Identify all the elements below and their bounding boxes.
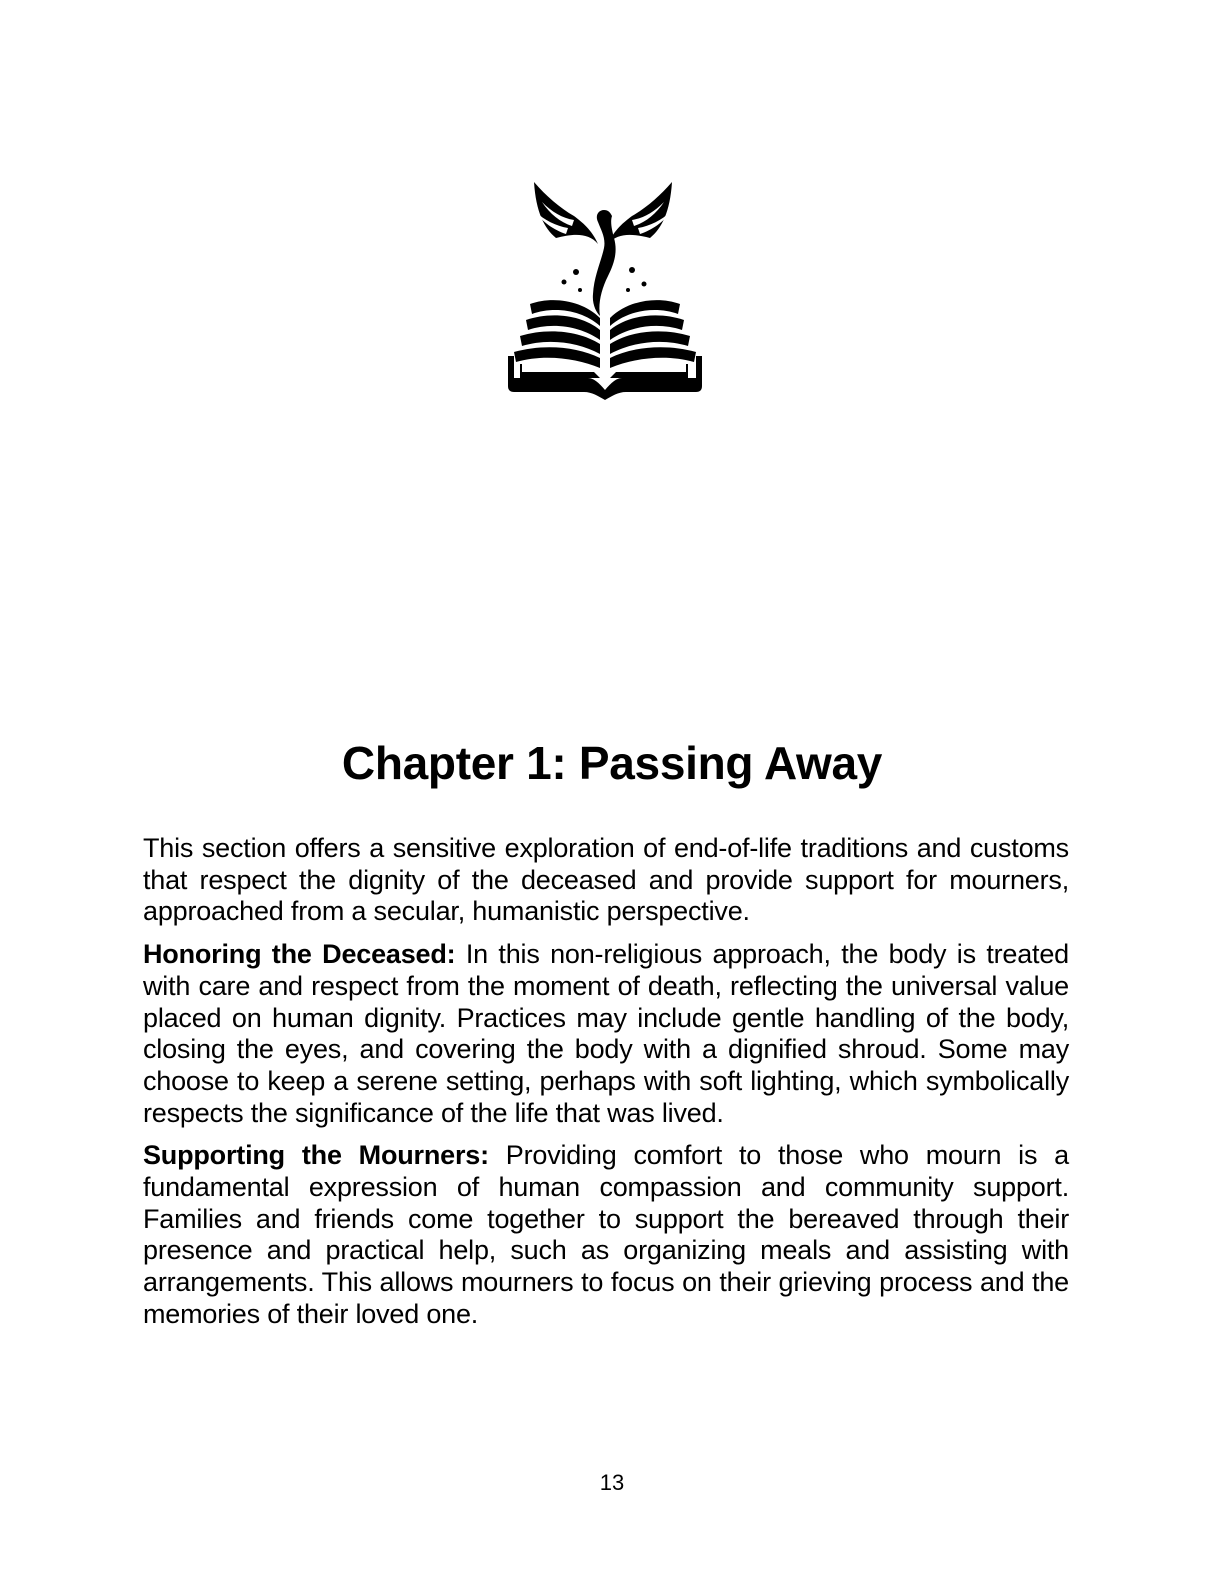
section-heading: Supporting the Mourners: [143,1140,489,1171]
chapter-title: Chapter 1: Passing Away [341,737,883,789]
section-paragraph-honoring [143,939,1069,1129]
chapter-body [143,833,1069,1342]
section-paragraph-supporting [143,1140,1069,1330]
intro-paragraph: This section offers a sensitive exploration of end-of-life traditions and customs that respect the dignity of the deceased and provide support for mourners, approached from a secular, humanistic perspective. [143,833,1069,927]
page-number: 13 [599,1470,625,1495]
section-heading: Honoring the Deceased: [143,939,456,970]
section-text: In this non-religious approach, the body is treated with care and respect from the moment of death, reflecting the universal value placed on human dignity. Practices may include gentle handling of the body, closing the eyes, and covering the body with a dignified shroud. Some may choose to keep a serene setting, perhaps with soft lighting, which symbolically respects the significance of the life that was lived. [143,939,1069,1128]
section-text: Providing comfort to those who mourn is a fundamental expression of human compassion and community support. Families and friends come together to support the bereaved through their presence and practical help, such as organizing meals and assisting with arrangements. This allows mourners to focus on their grieving process and the memories of their loved one. [143,1140,1069,1329]
phoenix-book-icon [500,172,710,400]
